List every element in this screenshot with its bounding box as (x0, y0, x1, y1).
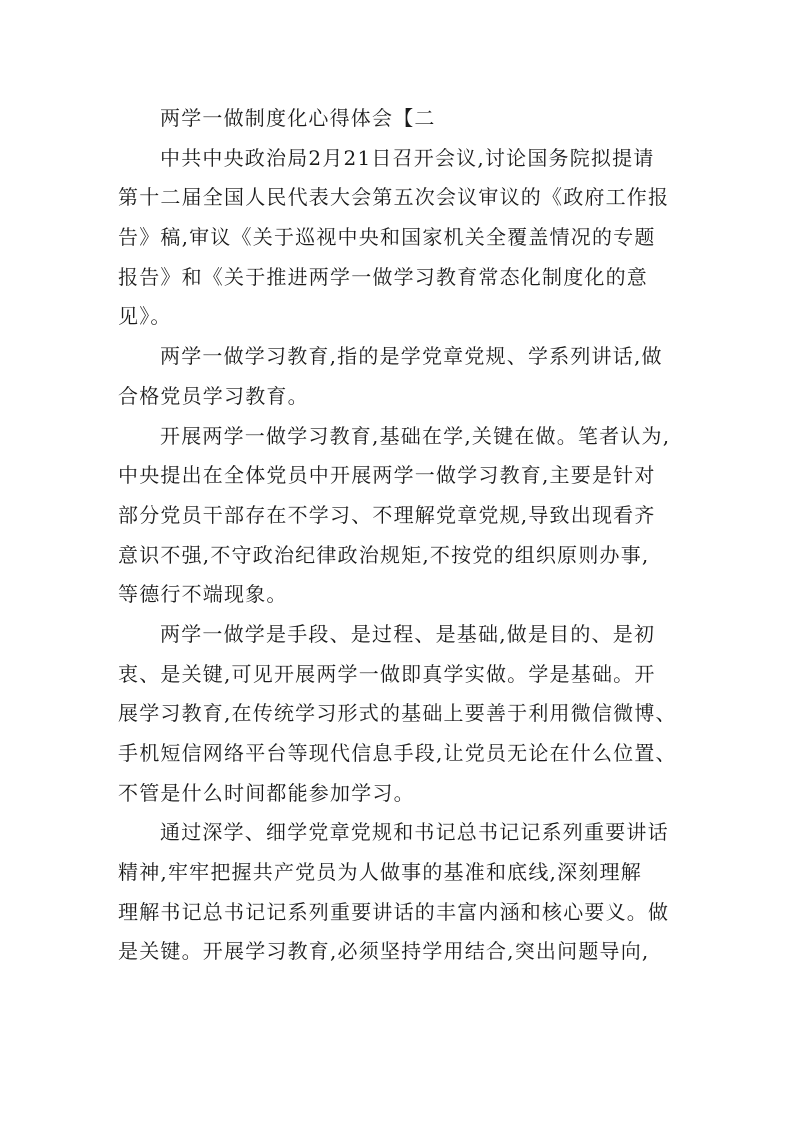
document-body (118, 99, 678, 972)
paragraph-4-line-3: 展学习教育,在传统学习形式的基础上要善于利用微信微博、 (118, 701, 677, 726)
paragraph-5-line-3: 理解书记总书记记系列重要讲话的丰富内涵和核心要义。做 (118, 899, 670, 924)
paragraph-1-line-2: 第十二届全国人民代表大会第五次会议审议的《政府工作报 (118, 185, 670, 210)
paragraph-3-line-1: 开展两学一做学习教育,基础在学,关键在做。笔者认为, (160, 423, 671, 448)
paragraph-1-line-3: 告》稿,审议《关于巡视中央和国家机关全覆盖情况的专题 (118, 225, 656, 250)
paragraph-3-line-2: 中央提出在全体党员中开展两学一做学习教育,主要是针对 (118, 463, 656, 488)
paragraph-3-line-4: 意识不强,不守政治纪律政治规矩,不按党的组织原则办事, (118, 542, 650, 567)
paragraph-4-line-1: 两学一做学是手段、是过程、是基础,做是目的、是初 (160, 621, 656, 646)
paragraph-4-line-5: 不管是什么时间都能参加学习。 (118, 780, 415, 805)
paragraph-4-line-2: 衷、是关键,可见开展两学一做即真学实做。学是基础。开 (118, 661, 656, 686)
paragraph-3-line-3: 部分党员干部存在不学习、不理解党章党规,导致出现看齐 (118, 502, 656, 527)
paragraph-3-line-5: 等德行不端现象。 (118, 582, 288, 607)
paragraph-2-line-1: 两学一做学习教育,指的是学党章党规、学系列讲话,做 (160, 344, 663, 369)
paragraph-2-line-2: 合格党员学习教育。 (118, 383, 309, 408)
paragraph-5-line-1: 通过深学、细学党章党规和书记总书记记系列重要讲话 (160, 820, 669, 845)
paragraph-1-line-1: 中共中央政治局2月21日召开会议,讨论国务院拟提请 (160, 145, 655, 170)
paragraph-1-line-5: 见》。 (118, 304, 172, 329)
paragraph-1-line-4: 报告》和《关于推进两学一做学习教育常态化制度化的意 (118, 264, 648, 289)
paragraph-5-line-2: 精神,牢牢把握共产党员为人做事的基准和底线,深刻理解 (118, 860, 642, 885)
paragraph-5-line-4: 是关键。开展学习教育,必须坚持学用结合,突出问题导向, (118, 939, 650, 964)
document-title: 两学一做制度化心得体会【二 (160, 106, 436, 130)
paragraph-4-line-4: 手机短信网络平台等现代信息手段,让党员无论在什么位置、 (118, 741, 677, 765)
